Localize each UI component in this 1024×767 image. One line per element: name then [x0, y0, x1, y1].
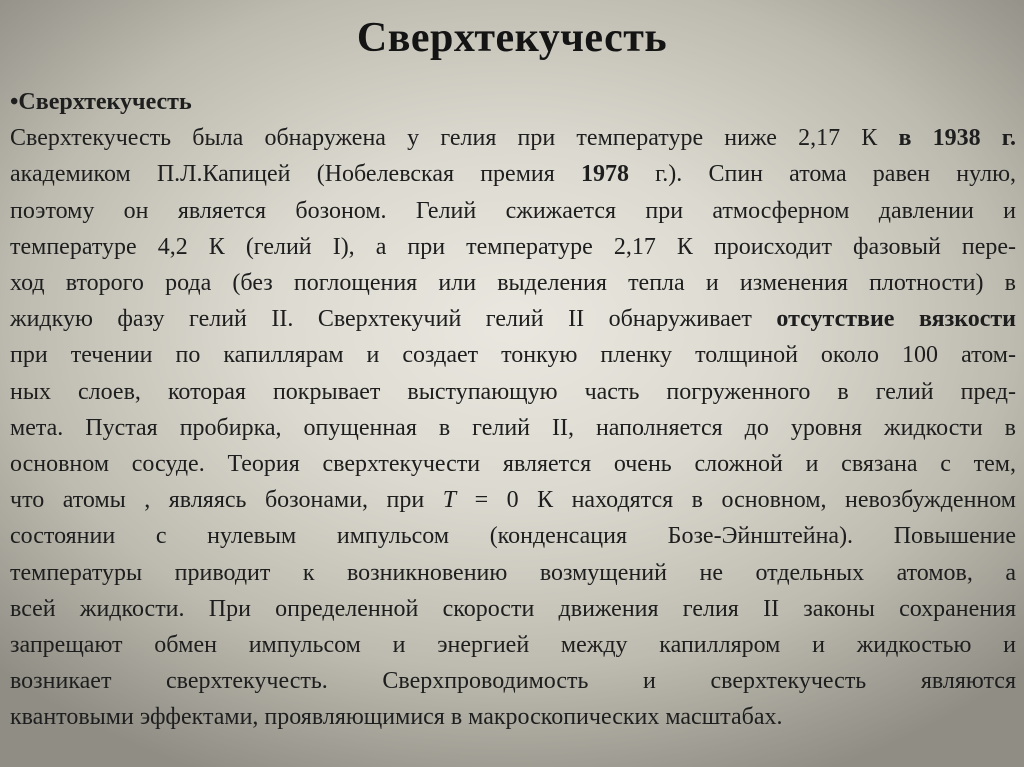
body-line: основном сосуде. Теория сверхтекучести является очень сложной и связана с тем, [10, 451, 1016, 478]
body-line: всей жидкости. При определенной скорости движения гелия II законы сохранения [10, 595, 1016, 622]
body-line: ных слоев, которая покрывает выступающую часть погруженного в гелий пред- [10, 378, 1016, 405]
bold-year-1938: в 1938 г. [898, 125, 1016, 152]
bold-no-viscosity: отсутствие вязкости [776, 306, 1016, 333]
body-line: температуре 4,2 К (гелий I), а при температуре 2,17 К происходит фазовый пере- [10, 233, 1016, 260]
body-line: академиком П.Л.Капицей (Нобелевская премия 1978 г.). Спин атома равен нулю, [10, 161, 1017, 188]
body-line: ход второго рода (без поглощения или выделения тепла и изменения плотности) в [10, 270, 1016, 297]
body-line: возникает сверхтекучесть. Сверхпроводимость и сверхтекучесть являются [10, 668, 1016, 695]
body-line: запрещают обмен импульсом и энергией между капилляром и жидкостью и [10, 632, 1016, 659]
body-line: температуры приводит к возникновению возмущений не отдельных атомов, а [10, 559, 1016, 586]
body-line: поэтому он является бозоном. Гелий сжижается при атмосферном давлении и [10, 197, 1016, 224]
bold-year-1978: 1978 [580, 161, 629, 188]
slide-body [10, 84, 1016, 736]
italic-T: T [442, 487, 457, 514]
body-line: состоянии с нулевым импульсом (конденсация Бозе-Эйнштейна). Повышение [10, 523, 1016, 550]
body-line: квантовыми эффектами, проявляющимися в макроскопических масштабах. [10, 704, 783, 731]
body-line: Сверхтекучесть была обнаружена у гелия при температуре ниже 2,17 К в 1938 г. [10, 125, 1016, 152]
slide-title: Сверхтекучесть [356, 15, 668, 61]
bullet-heading: •Сверхтекучесть [10, 89, 192, 115]
body-line: что атомы , являясь бозонами, при T = 0 К находятся в основном, невозбужденном [10, 487, 1016, 514]
body-line: жидкую фазу гелий II. Сверхтекучий гелий II обнаруживает отсутствие вязкости [10, 306, 1016, 333]
body-line: мета. Пустая пробирка, опущенная в гелий II, наполняется до уровня жидкости в [10, 414, 1016, 441]
body-line: при течении по капиллярам и создает тонкую пленку толщиной около 100 атом- [10, 342, 1016, 369]
